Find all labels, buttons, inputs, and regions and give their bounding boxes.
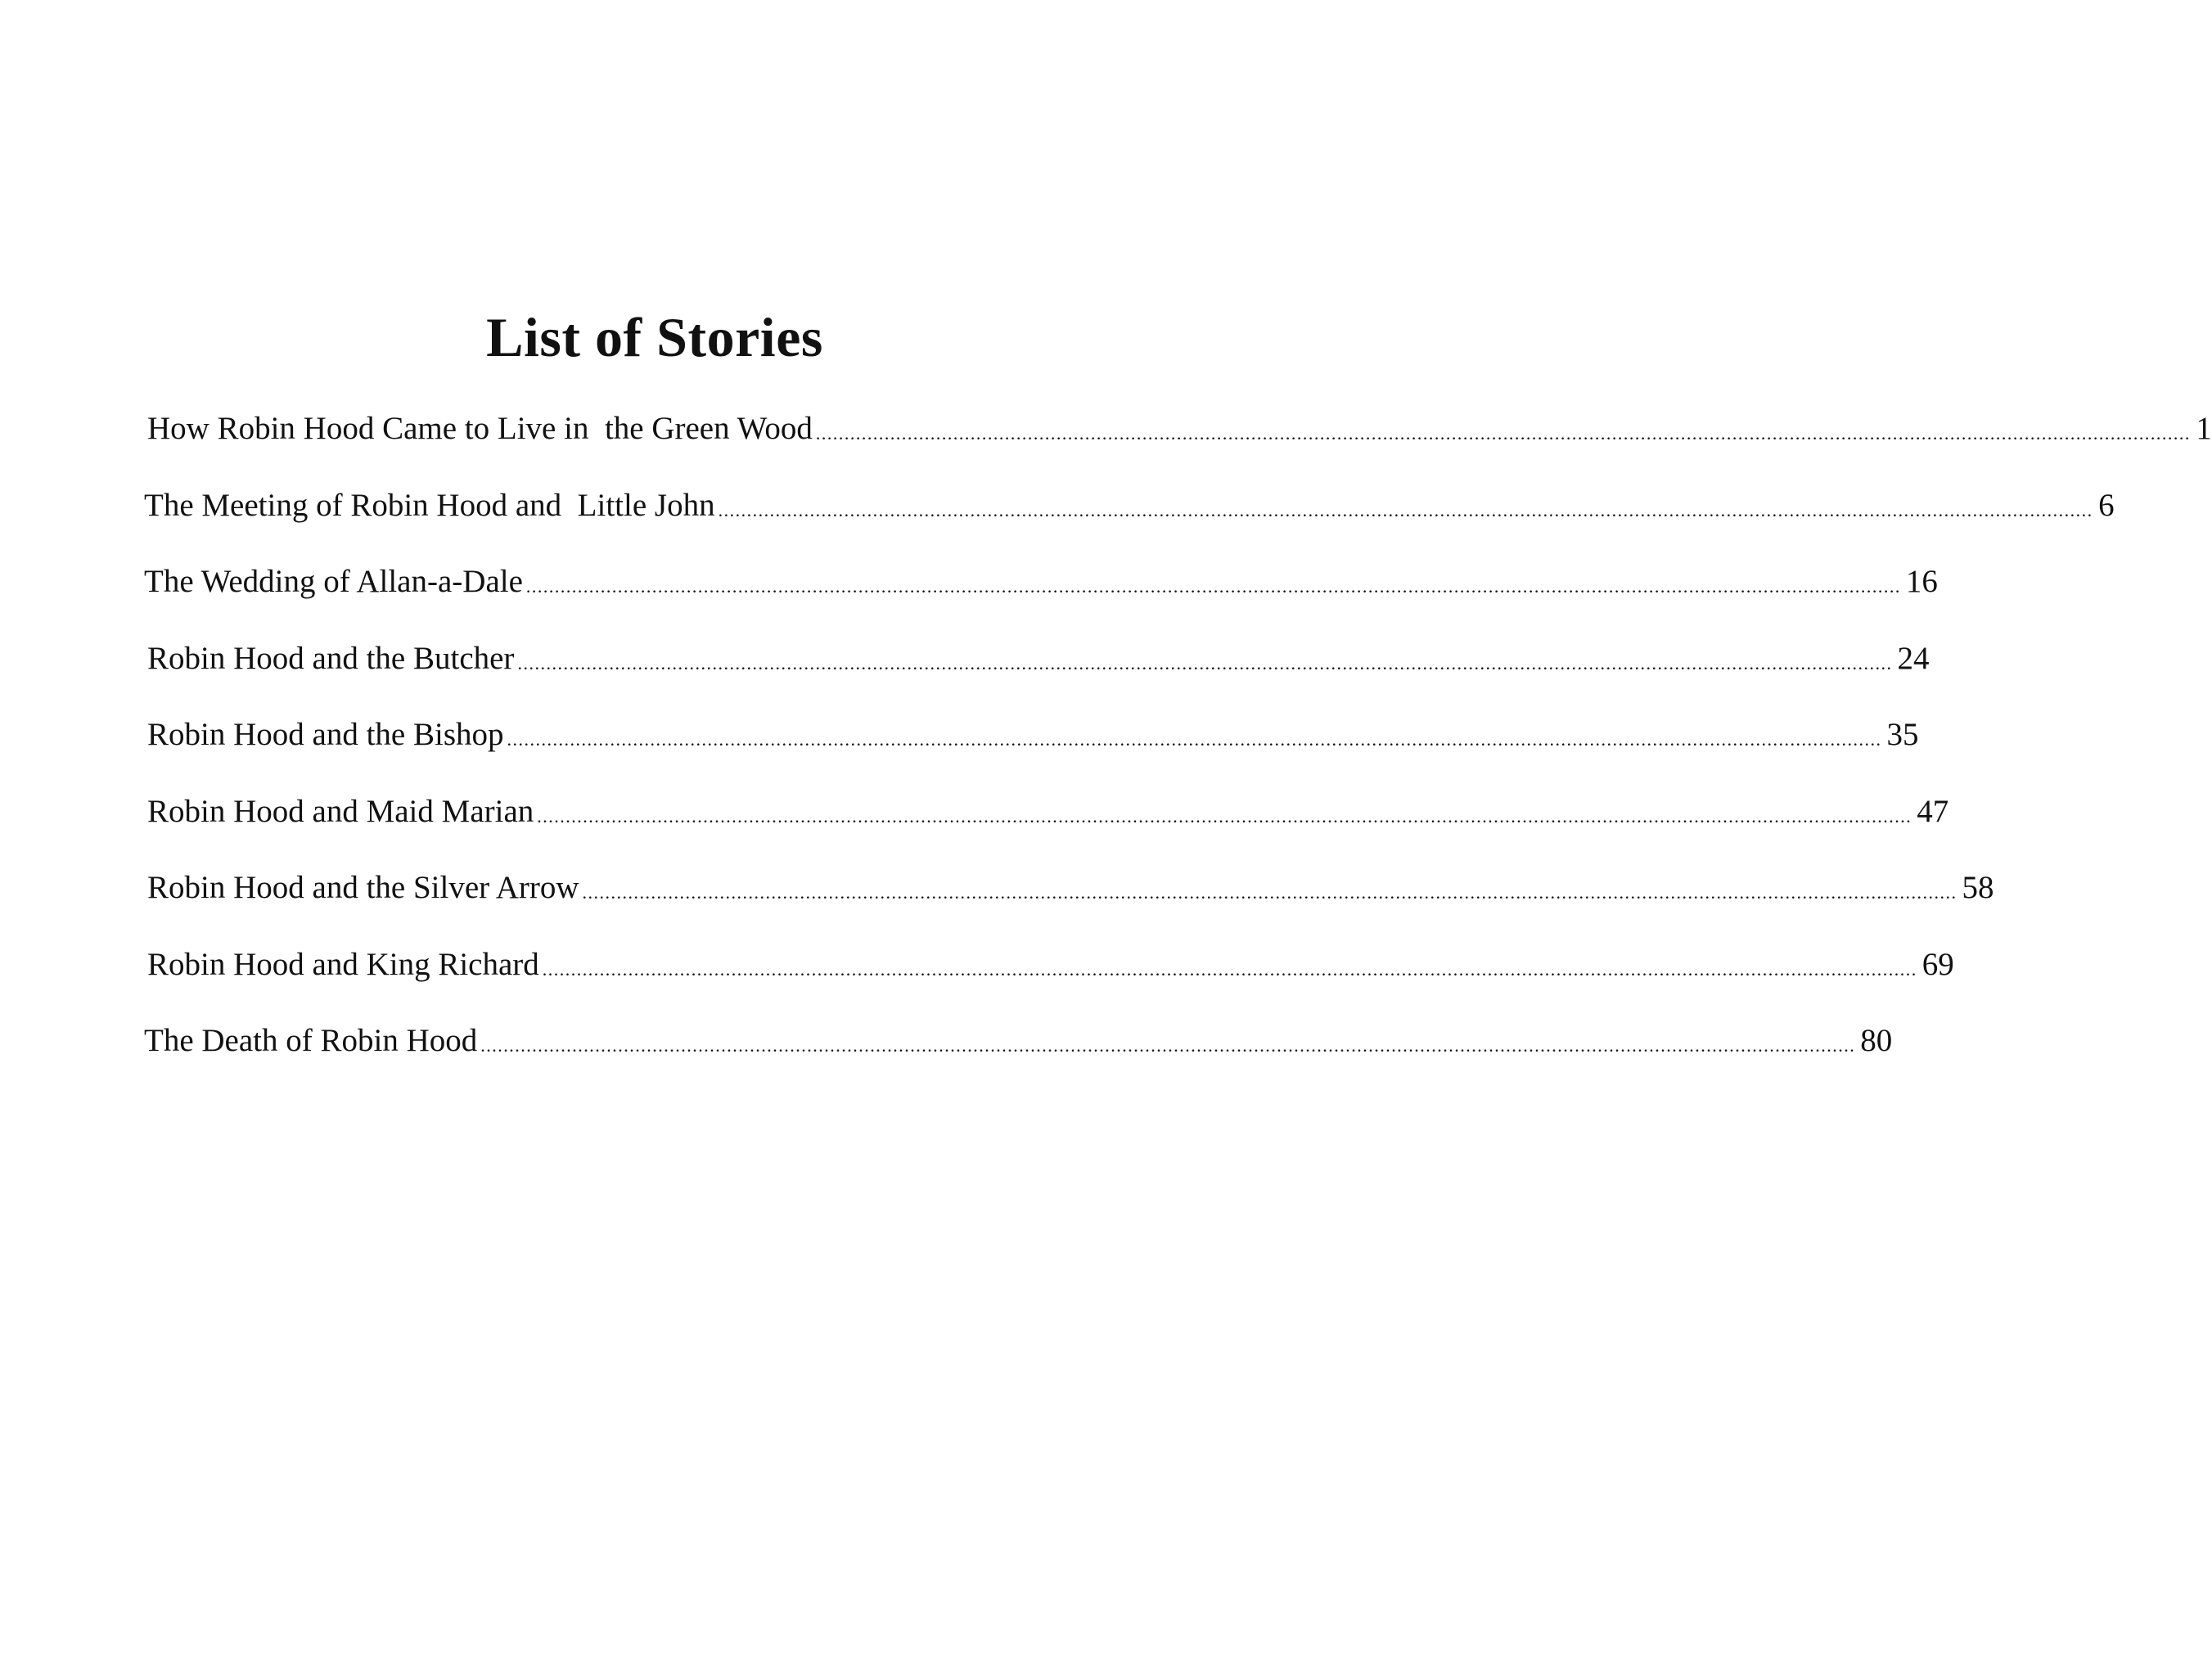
toc-entry-page-number: 6 bbox=[2098, 487, 2115, 523]
toc-leader-dots: ................................................................................................................................................................................................................................................ bbox=[815, 423, 2191, 444]
toc-entry bbox=[144, 406, 2212, 483]
toc-leader-dots: ................................................................................................................................................................................................................................................ bbox=[517, 652, 1893, 674]
toc-entry bbox=[144, 559, 1938, 636]
toc-entry-page-number: 16 bbox=[1905, 564, 1938, 599]
toc-entry-page-number: 35 bbox=[1886, 717, 1919, 752]
toc-entry-title: Robin Hood and King Richard bbox=[147, 946, 539, 982]
toc-entry-title: Robin Hood and Maid Marian bbox=[147, 793, 534, 829]
toc-entry-title: Robin Hood and the Butcher bbox=[147, 640, 515, 676]
toc-entry-page-number: 58 bbox=[1962, 870, 1994, 905]
toc-entry-title: Robin Hood and the Bishop bbox=[147, 717, 504, 752]
toc-entry-page-number: 69 bbox=[1921, 946, 1954, 982]
toc-leader-dots: ................................................................................................................................................................................................................................................ bbox=[718, 499, 2093, 520]
toc-leader-dots: ................................................................................................................................................................................................................................................ bbox=[582, 882, 1957, 903]
toc-entry-title: The Meeting of Robin Hood and Little John bbox=[144, 487, 715, 523]
toc-entry-page-number: 1 bbox=[2196, 411, 2212, 446]
toc-entry bbox=[144, 789, 1949, 866]
toc-leader-dots: ................................................................................................................................................................................................................................................ bbox=[542, 958, 1917, 980]
toc-entry bbox=[144, 483, 2115, 560]
toc-leader-dots: ................................................................................................................................................................................................................................................ bbox=[537, 805, 1912, 827]
table-of-contents bbox=[144, 406, 2212, 1095]
toc-entry bbox=[144, 636, 1930, 713]
toc-entry bbox=[144, 1018, 1893, 1095]
toc-entry bbox=[144, 712, 1919, 789]
toc-entry-page-number: 24 bbox=[1897, 640, 1930, 676]
toc-entry-title: The Death of Robin Hood bbox=[144, 1023, 478, 1058]
toc-entry-page-number: 47 bbox=[1917, 793, 1949, 829]
toc-entry bbox=[144, 942, 1954, 1019]
page-title: List of Stories bbox=[486, 306, 823, 368]
toc-leader-dots: ................................................................................................................................................................................................................................................ bbox=[525, 576, 1901, 597]
toc-entry-title: How Robin Hood Came to Live in the Green Wood bbox=[147, 411, 813, 446]
toc-leader-dots: ................................................................................................................................................................................................................................................ bbox=[507, 729, 1882, 750]
toc-entry-title: Robin Hood and the Silver Arrow bbox=[147, 870, 579, 905]
toc-entry-title: The Wedding of Allan-a-Dale bbox=[144, 564, 523, 599]
toc-leader-dots: ................................................................................................................................................................................................................................................ bbox=[480, 1035, 1856, 1056]
toc-entry bbox=[144, 865, 1994, 942]
toc-entry-page-number: 80 bbox=[1860, 1023, 1893, 1058]
